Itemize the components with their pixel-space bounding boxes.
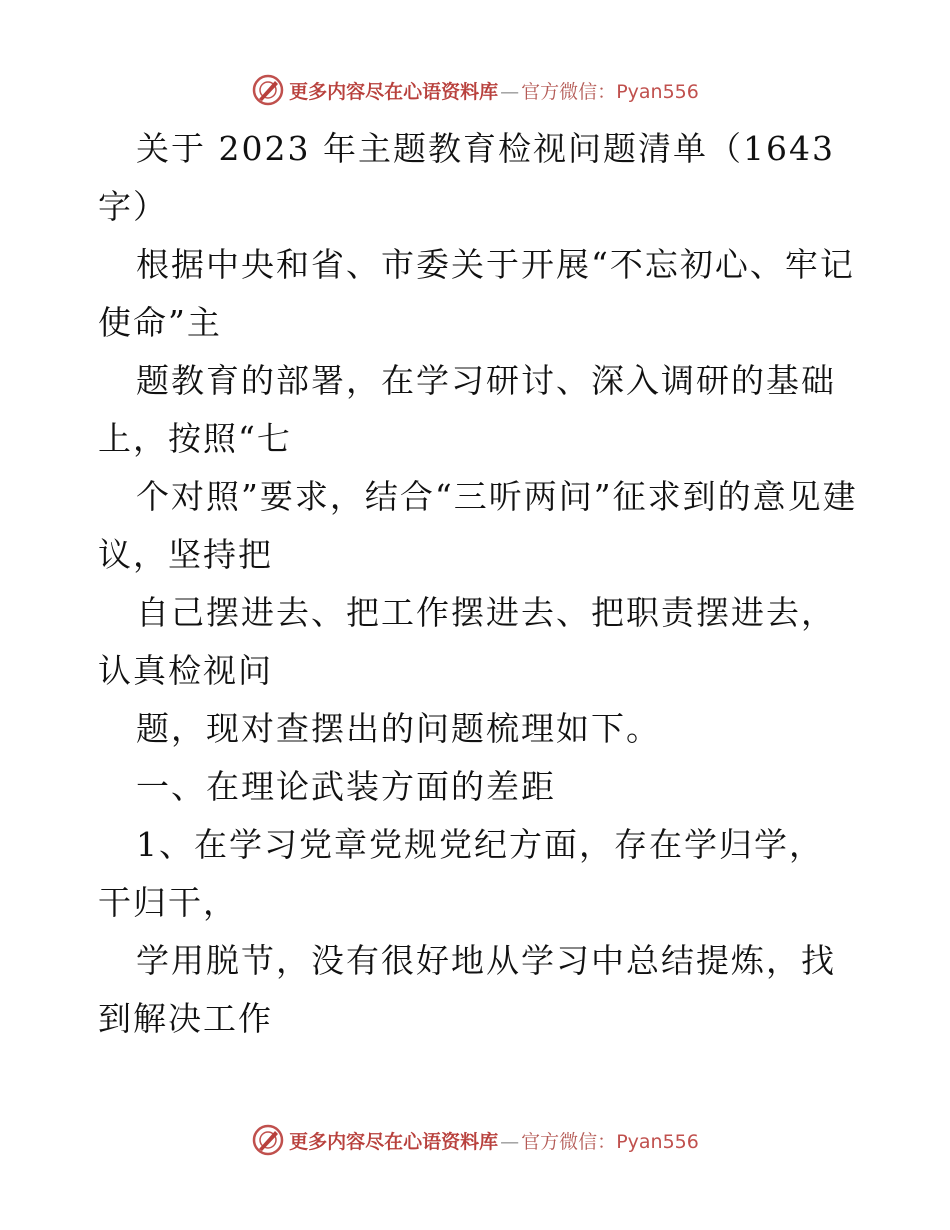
banner-brand-text: 更多内容尽在心语资料库 (289, 1130, 499, 1153)
paragraph-line: 题教育的部署，在学习研讨、深入调研的基础上，按照“七 (98, 361, 836, 458)
banner-wechat-id: Pyan556 (616, 80, 699, 103)
document-body (98, 120, 858, 1048)
banner-brand-text: 更多内容尽在心语资料库 (289, 80, 499, 103)
paragraph-line: 个对照”要求，结合“三听两问”征求到的意见建议，坚持把 (98, 477, 858, 574)
paragraph-line: 根据中央和省、市委关于开展“不忘初心、牢记使命”主 (98, 245, 855, 342)
banner-wechat-label: 官方微信： (521, 80, 617, 103)
quill-logo-icon (251, 73, 285, 107)
banner-wechat-label: 官方微信： (521, 1130, 617, 1153)
paragraph-line: 题，现对查摆出的问题梳理如下。 (136, 709, 661, 748)
header-watermark-banner (0, 70, 950, 110)
document-title: 关于 2023 年主题教育检视问题清单（1643 字） (98, 129, 835, 226)
footer-watermark-banner (0, 1120, 950, 1160)
banner-wechat-id: Pyan556 (616, 1130, 699, 1153)
paragraph-line: 1、在学习党章党规党纪方面，存在学归学，干归干， (98, 825, 824, 922)
banner-dash: — (500, 80, 520, 103)
section-heading: 一、在理论武装方面的差距 (136, 767, 556, 806)
banner-dash: — (500, 1130, 520, 1153)
paragraph-line: 学用脱节，没有很好地从学习中总结提炼，找到解决工作 (98, 941, 836, 1038)
quill-logo-icon (251, 1123, 285, 1157)
paragraph-line: 自己摆进去、把工作摆进去、把职责摆进去，认真检视问 (98, 593, 836, 690)
